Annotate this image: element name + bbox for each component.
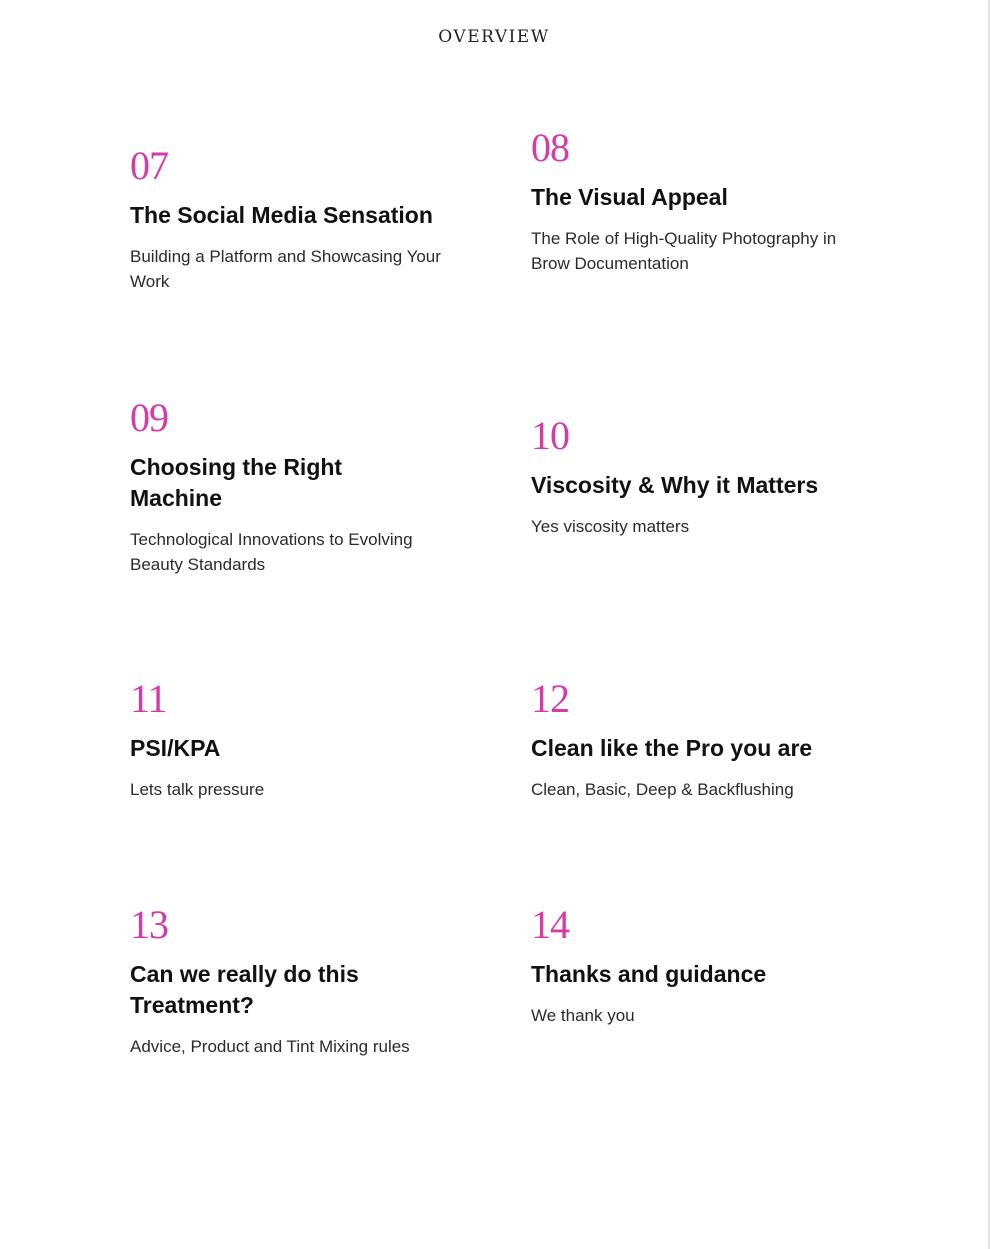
- section-description: Technological Innovations to Evolving Beauty Standards: [130, 530, 413, 574]
- section-description: The Role of High-Quality Photography in Brow Documentation: [531, 229, 837, 273]
- section-number: 12: [531, 676, 569, 721]
- overview-item-12: [531, 676, 871, 802]
- overview-item-10: [531, 413, 871, 539]
- section-description: Building a Platform and Showcasing Your Work: [130, 247, 441, 291]
- section-number: 09: [130, 395, 168, 440]
- section-number: 13: [130, 902, 168, 947]
- page-title: OVERVIEW: [438, 27, 550, 47]
- section-number: 11: [130, 676, 167, 721]
- overview-item-11: [130, 676, 470, 802]
- section-number: 08: [531, 125, 569, 170]
- overview-item-09: [130, 395, 460, 577]
- section-description: We thank you: [531, 1006, 635, 1025]
- section-description: Clean, Basic, Deep & Backflushing: [531, 780, 794, 799]
- section-description: Lets talk pressure: [130, 780, 265, 799]
- section-title: The Social Media Sensation: [130, 202, 433, 228]
- section-title: Viscosity & Why it Matters: [531, 472, 819, 498]
- section-description: Advice, Product and Tint Mixing rules: [130, 1037, 410, 1056]
- section-title: Choosing the Right Machine: [130, 454, 343, 511]
- overview-item-14: [531, 902, 871, 1028]
- section-description: Yes viscosity matters: [531, 517, 690, 536]
- section-title: The Visual Appeal: [531, 184, 728, 210]
- section-title: Thanks and guidance: [531, 961, 767, 987]
- section-title: Clean like the Pro you are: [531, 735, 813, 761]
- section-number: 07: [130, 143, 168, 188]
- overview-item-08: [531, 125, 871, 276]
- section-title: PSI/KPA: [130, 735, 221, 761]
- section-number: 14: [531, 902, 569, 947]
- section-title: Can we really do this Treatment?: [130, 961, 359, 1018]
- overview-item-07: [130, 143, 470, 294]
- overview-item-13: [130, 902, 470, 1059]
- section-number: 10: [531, 413, 569, 458]
